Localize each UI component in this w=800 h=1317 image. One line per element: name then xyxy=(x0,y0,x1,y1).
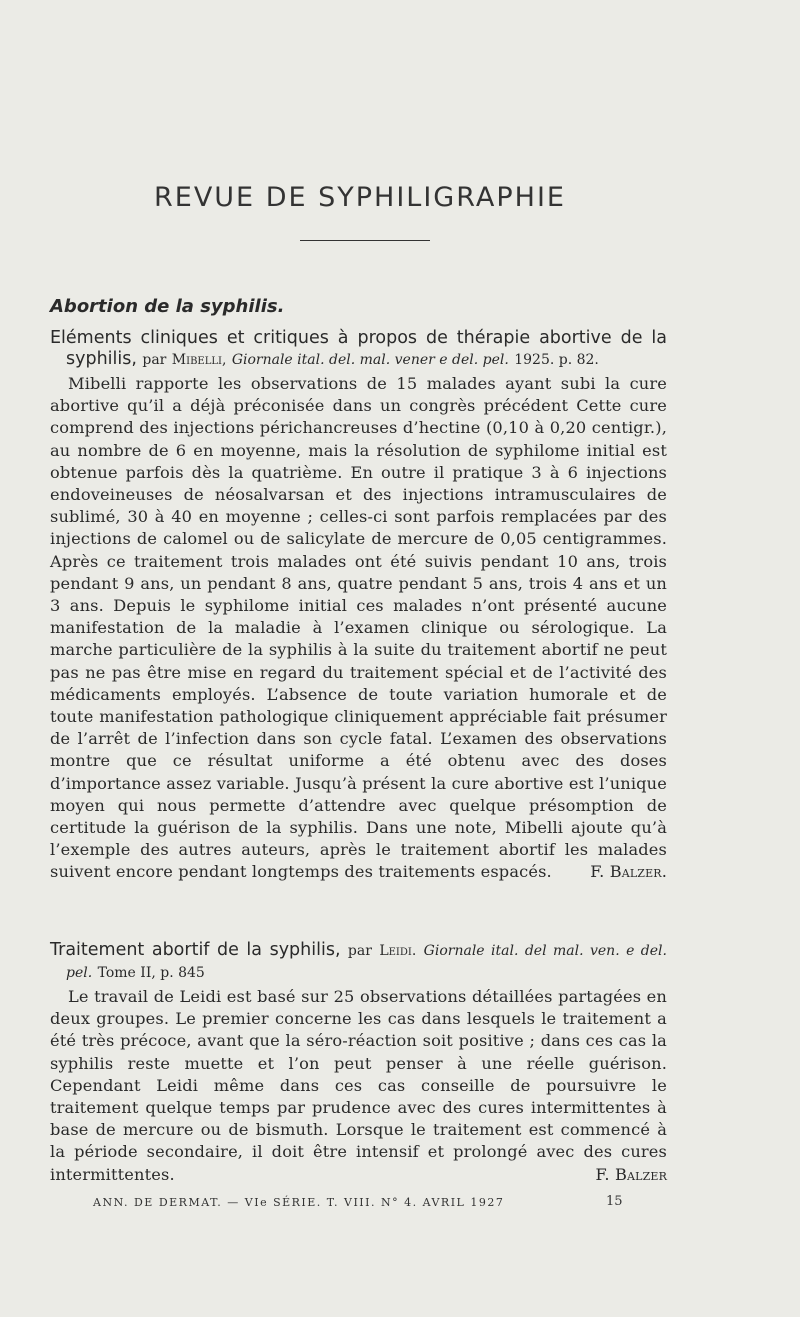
article-heading xyxy=(50,328,667,371)
author-prefix: par xyxy=(142,352,167,368)
section-heading: Abortion de la syphilis. xyxy=(50,296,285,317)
article-body xyxy=(50,986,667,1186)
author-name: Leidi. xyxy=(379,943,417,959)
article-signature: F. Balzer. xyxy=(590,862,667,882)
page-footer: ANN. DE DERMAT. — VIe SÉRIE. T. VIII. N° 4. AVRIL 1927 xyxy=(93,1196,505,1209)
article-signature: F. Balzer xyxy=(595,1164,667,1184)
journal-source: Giornale ital. del mal. ven. e del. pel. xyxy=(66,943,667,981)
article-text: Le travail de Leidi est basé sur 25 observations détaillées partagées en deux groupes. Le premier concerne les cas dans lesquels le traitement a été très précoce, avant que la séro-réaction soit positive ; dans ces cas la syphilis reste muette et l’on peut penser à une réelle guérison. Cependant Leidi même dans ces cas conseille de poursuivre le traitement quelque temps par prudence avec des cures intermittentes à base de mercure ou de bismuth. Lorsque le traitement est commencé à la période secondaire, il doit être intensif et prolongé avec des cures intermittentes. xyxy=(50,987,667,1184)
journal-reference: Tome II, p. 845 xyxy=(97,965,205,981)
article-title: Eléments cliniques et critiques à propos de thérapie abortive de la syphilis, xyxy=(50,328,667,369)
title-divider xyxy=(300,240,430,241)
author-name: Mibelli, xyxy=(171,352,227,368)
article-text: Mibelli rapporte les observations de 15 malades ayant subi la cure abortive qu’il a déjà préconisée dans un congrès précédent Cette cure comprend des injections périchancreuses d’hectine (0,10 à 0,20 centigr.), au nombre de 6 en moyenne, mais la résolution de syphilome initial est obtenue parfois dès la quatrième. En outre il pratique 3 à 6 injections endoveineuses de néosalvarsan et des injections intramusculaires de sublimé, 30 à 40 en moyenne ; celles-ci sont parfois remplacées par des injections de calomel ou de salicylate de mercure de 0,05 centigrammes. Après ce traitement trois malades ont été suivis pendant 10 ans, trois pendant 9 ans, un pendant 8 ans, quatre pendant 5 ans, trois 4 ans et un 3 ans. Depuis le syphilome initial ces malades n’ont présenté aucune manifestation de la maladie à l’examen clinique ou sérologique. La marche particulière de la syphilis à la suite du traitement abortif ne peut pas ne pas être mise en regard du traitement spécial et de l’activité des médicaments employés. L’absence de toute variation humorale et de toute manifestation pathologique cliniquement appréciable fait présumer de l’arrêt de l’infection dans son cycle fatal. L’examen des observations montre que ce résultat uniforme a été obtenu avec des doses d’importance assez variable. Jusqu’à présent la cure abortive est l’unique moyen qui nous permette d’attendre avec quelque présomption de certitude la guérison de la syphilis. Dans une note, Mibelli ajoute qu’à l’exemple des autres auteurs, après le traitement abortif les malades suivent encore pendant longtemps des traitements espacés. xyxy=(50,374,667,882)
article-body xyxy=(50,373,667,884)
journal-source: Giornale ital. del. mal. vener e del. pel. xyxy=(231,352,509,368)
page-number: 15 xyxy=(606,1194,623,1209)
article-mibelli xyxy=(50,328,667,884)
article-title: Traitement abortif de la syphilis, xyxy=(50,940,341,960)
page-title: REVUE DE SYPHILIGRAPHIE xyxy=(154,182,566,213)
article-leidi xyxy=(50,940,667,1186)
article-heading xyxy=(50,940,667,984)
journal-reference: 1925. p. 82. xyxy=(514,352,599,368)
author-prefix: par xyxy=(347,943,372,959)
